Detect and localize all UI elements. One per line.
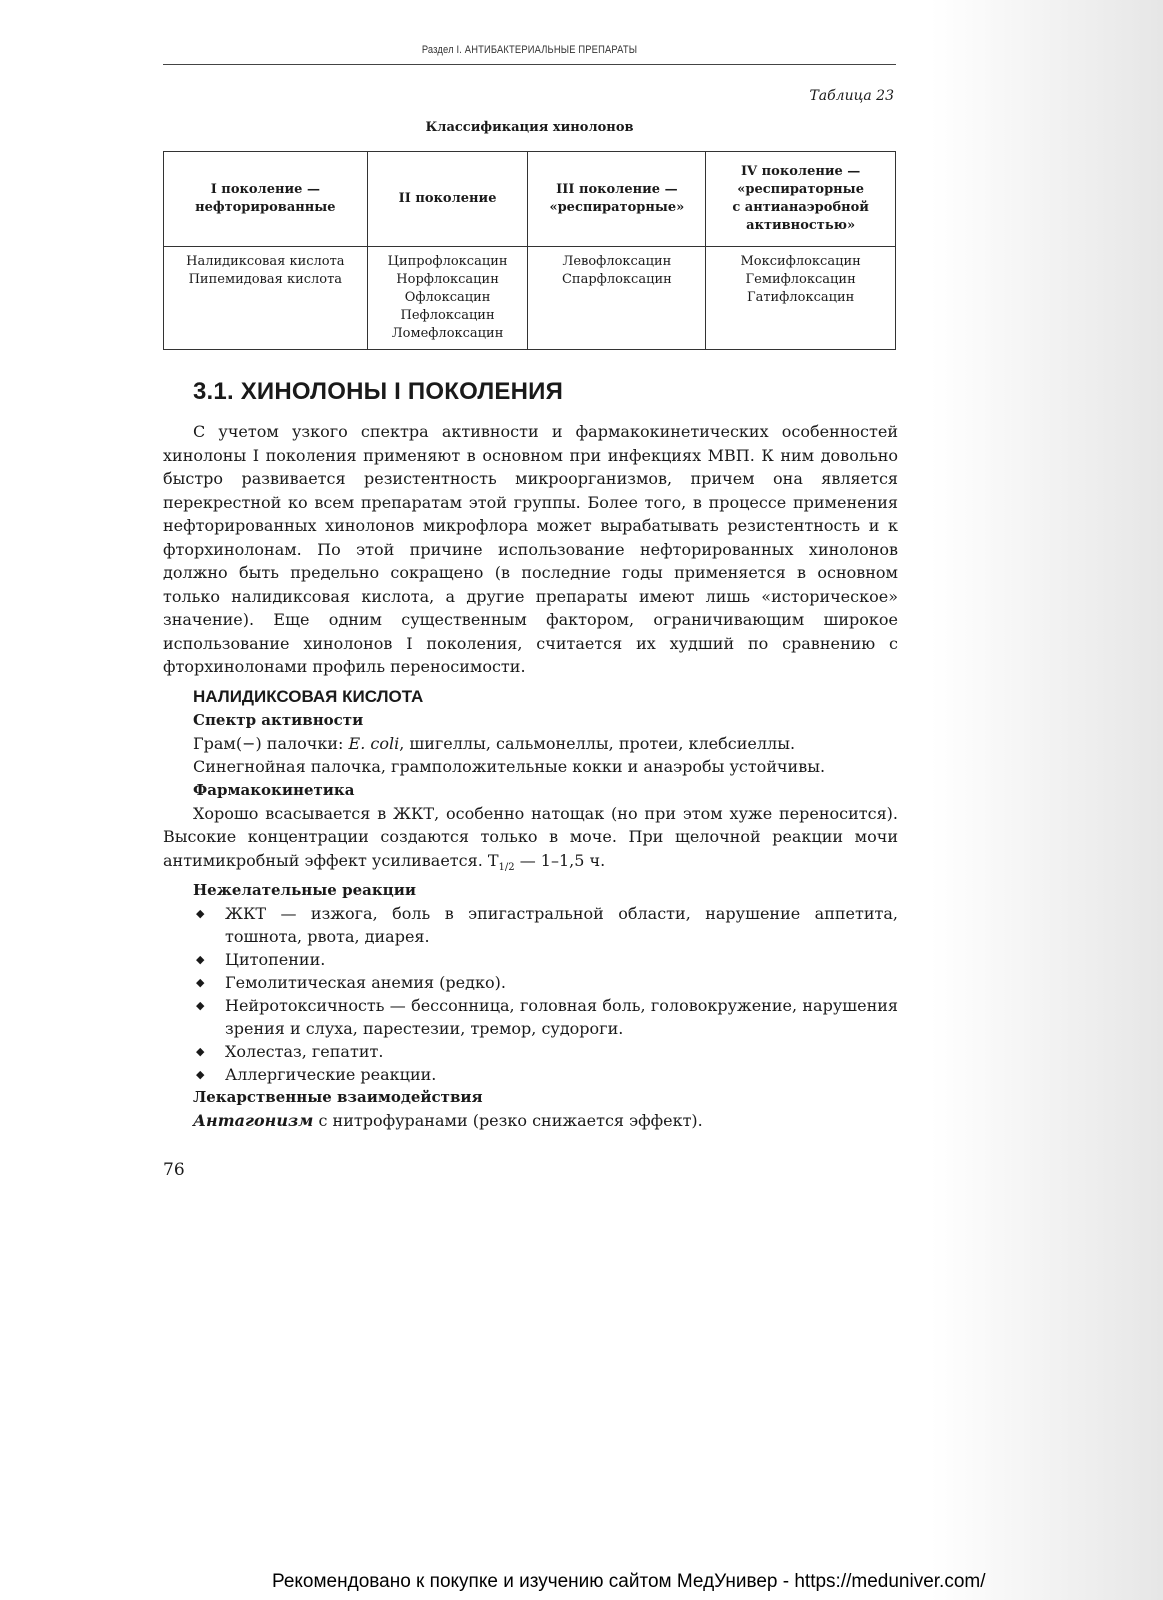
running-head: Раздел I. АНТИБАКТЕРИАЛЬНЫЕ ПРЕПАРАТЫ (421, 44, 638, 56)
list-item: ◆ ЖКТ — изжога, боль в эпигастральной области, нарушение аппетита, тошнота, рвота, диарея. (196, 904, 898, 947)
table-cell-gen3: Левофлоксацин Спарфлоксацин (528, 247, 706, 350)
spectrum-heading: Спектр активности (193, 710, 364, 729)
resistant-paragraph: Синегнойная палочка, грамположительные кокки и анаэробы устойчивы. (193, 757, 826, 776)
list-item: ◆ Цитопении. (196, 950, 326, 970)
antagonism-label: Антагонизм (193, 1111, 314, 1131)
intro-paragraph: С учетом узкого спектра активности и фармакокинетических особенностей хинолоны I поколения применяют в основном при инфекциях МВП. К ним довольно быстро развивается резистентность микроорганизмов, причем она является перекрестной ко всем препаратам этой группы. Более того, в процессе применения нефторированных хинолонов микрофлора может вырабатывать резистентность и к фторхинолонам. По этой причине использование нефторированных хинолонов должно быть предельно сокращено (в последние годы применяется в основном только налидиксовая кислота, а другие препараты имеют лишь «историческое» значение). Еще одним существенным фактором, ограничивающим широкое использование хинолонов I поколения, считается их худший по сравнению с фторхинолонами профиль переносимости. (163, 422, 898, 676)
organism-name: E. coli (348, 733, 400, 753)
diamond-bullet-icon: ◆ (196, 999, 205, 1013)
diamond-bullet-icon: ◆ (196, 1068, 205, 1082)
table-title: Классификация хинолонов (425, 120, 634, 135)
footer-recommendation-link[interactable]: Рекомендовано к покупке и изучению сайтом МедУнивер - https://meduniver.com/ (272, 1571, 986, 1592)
header-rule (163, 64, 896, 65)
quinolone-classification-table (163, 151, 896, 350)
diamond-bullet-icon: ◆ (196, 953, 205, 967)
table-number: Таблица 23 (809, 88, 894, 104)
drug-heading: НАЛИДИКСОВАЯ КИСЛОТА (193, 686, 424, 706)
pharmacokinetics-heading: Фармакокинетика (193, 780, 355, 799)
table-header-row (164, 152, 896, 247)
column-header-gen1: I поколение — нефторированные (164, 152, 368, 247)
diamond-bullet-icon: ◆ (196, 1045, 205, 1059)
table-row (164, 247, 896, 350)
list-item: ◆ Нейротоксичность — бессонница, головная боль, головокружение, нарушения зрения и слуха, парестезии, тремор, судороги. (196, 996, 898, 1039)
column-header-gen4: IV поколение — «респираторные с антианаэробной активностью» (706, 152, 896, 247)
adverse-effects-heading: Нежелательные реакции (193, 881, 416, 900)
main-text (163, 378, 898, 1133)
page-number: 76 (163, 1160, 185, 1180)
column-header-gen2: II поколение (367, 152, 528, 247)
section-title: 3.1. ХИНОЛОНЫ I ПОКОЛЕНИЯ (193, 378, 564, 405)
interactions-heading: Лекарственные взаимодействия (193, 1088, 483, 1107)
adverse-effects-list (163, 902, 898, 1086)
spectrum-paragraph: Грам(−) палочки: E. coli, шигеллы, сальмонеллы, протеи, клебсиеллы. (193, 733, 796, 753)
table-cell-gen4: Моксифлоксацин Гемифлоксацин Гатифлоксацин (706, 247, 896, 350)
list-item: ◆ Холестаз, гепатит. (196, 1042, 384, 1062)
interactions-paragraph: Антагонизм с нитрофуранами (резко снижается эффект). (193, 1111, 703, 1131)
column-header-gen3: III поколение — «респираторные» (528, 152, 706, 247)
table-cell-gen1: Налидиксовая кислота Пипемидовая кислота (164, 247, 368, 350)
list-item: ◆ Аллергические реакции. (196, 1065, 437, 1085)
diamond-bullet-icon: ◆ (196, 907, 205, 921)
table-cell-gen2: Ципрофлоксацин Норфлоксацин Офлоксацин Пефлоксацин Ломефлоксацин (367, 247, 528, 350)
diamond-bullet-icon: ◆ (196, 976, 205, 990)
list-item: ◆ Гемолитическая анемия (редко). (196, 973, 506, 993)
pharmacokinetics-paragraph: Хорошо всасывается в ЖКТ, особенно натощак (но при этом хуже переносится). Высокие концентрации создаются только в моче. При щелочной реакции мочи антимикробный эффект усиливается. $T_{1/2}$ — 1–1,5 ч. (163, 803, 898, 873)
